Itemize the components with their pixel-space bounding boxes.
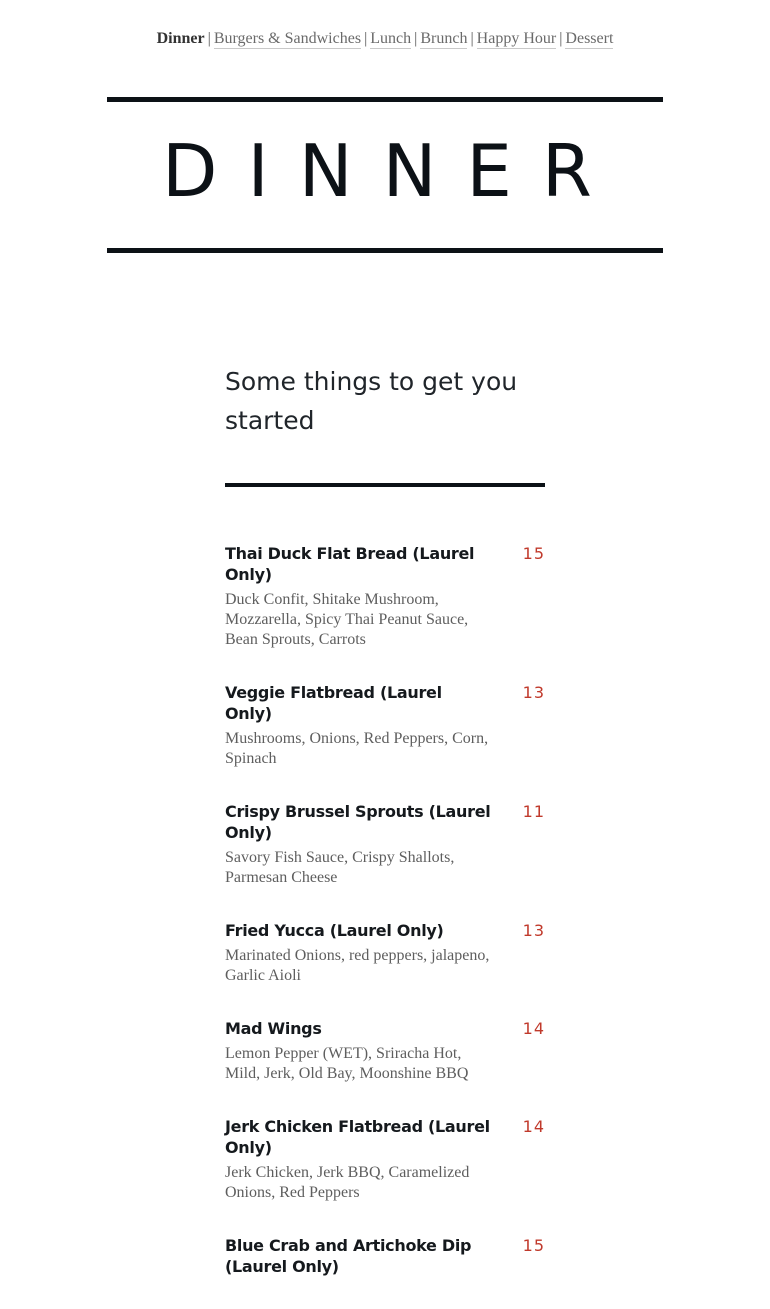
menu-item: [225, 1018, 545, 1084]
menu-item: [225, 920, 545, 986]
menu-item: [225, 682, 545, 769]
nav-link-happy-hour[interactable]: Happy Hour: [476, 30, 557, 47]
nav-link-burgers-sandwiches[interactable]: Burgers & Sandwiches: [213, 30, 362, 47]
nav-link-dessert[interactable]: Dessert: [565, 30, 614, 47]
menu-item-price: 14: [522, 1117, 545, 1136]
title-top-divider: [107, 97, 663, 102]
nav-separator: |: [470, 30, 474, 47]
menu-item-name: Blue Crab and Artichoke Dip (Laurel Only): [225, 1236, 472, 1276]
menu-category-nav: [0, 30, 770, 48]
menu-item-name: Thai Duck Flat Bread (Laurel Only): [225, 544, 475, 584]
menu-item-price: 13: [522, 683, 545, 702]
menu-item: [225, 801, 545, 888]
nav-separator: |: [207, 30, 211, 47]
menu-item-description: Marinated Onions, red peppers, jalapeno, Garlic Aioli: [225, 947, 490, 984]
menu-item-price: 15: [522, 544, 545, 563]
menu-item-name: Mad Wings: [225, 1019, 322, 1038]
menu-item-description: Mushrooms, Onions, Red Peppers, Corn, Spinach: [225, 730, 489, 767]
page-title: DINNER: [162, 129, 622, 213]
nav-separator: |: [559, 30, 563, 47]
title-bottom-divider: [107, 248, 663, 253]
section-divider: [225, 483, 545, 487]
menu-item: [225, 543, 545, 650]
menu-item-description: Savory Fish Sauce, Crispy Shallots, Parmesan Cheese: [225, 849, 455, 886]
menu-item-price: 11: [522, 802, 545, 821]
menu-item-price: 15: [522, 1236, 545, 1255]
section-title: Some things to get you started: [225, 367, 518, 435]
nav-separator: |: [414, 30, 418, 47]
menu-item-name: Fried Yucca (Laurel Only): [225, 921, 444, 940]
menu-item-list: [225, 543, 545, 1309]
nav-item-dinner-current: Dinner: [156, 30, 205, 47]
menu-item: [225, 1116, 545, 1203]
nav-separator: |: [364, 30, 368, 47]
menu-item-description: Jerk Chicken, Jerk BBQ, Caramelized Onions, Red Peppers: [225, 1164, 470, 1201]
menu-item-name: Crispy Brussel Sprouts (Laurel Only): [225, 802, 491, 842]
menu-item-price: 14: [522, 1019, 545, 1038]
menu-item-description: Lemon Pepper (WET), Sriracha Hot, Mild, Jerk, Old Bay, Moonshine BBQ: [225, 1045, 469, 1082]
menu-item-name: Veggie Flatbread (Laurel Only): [225, 683, 442, 723]
menu-item: [225, 1235, 545, 1277]
nav-link-lunch[interactable]: Lunch: [370, 30, 412, 47]
menu-item-description: Duck Confit, Shitake Mushroom, Mozzarella, Spicy Thai Peanut Sauce, Bean Sprouts, Carrots: [225, 591, 469, 648]
nav-link-brunch[interactable]: Brunch: [420, 30, 468, 47]
menu-item-price: 13: [522, 921, 545, 940]
menu-item-name: Jerk Chicken Flatbread (Laurel Only): [225, 1117, 490, 1157]
